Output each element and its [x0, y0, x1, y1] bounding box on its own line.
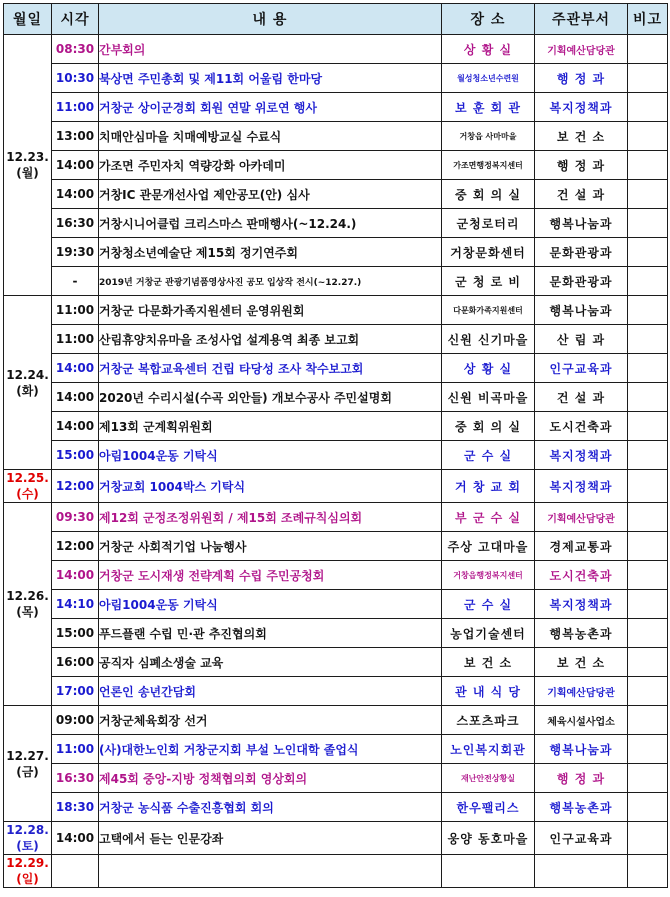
- time-cell: -: [52, 267, 99, 296]
- dept-cell: 행복농촌과: [535, 793, 628, 822]
- time-cell: 15:00: [52, 441, 99, 470]
- table-row: [4, 503, 668, 532]
- time-cell: 13:00: [52, 122, 99, 151]
- content-cell: 거창청소년예술단 제15회 정기연주회: [99, 238, 442, 267]
- dept-cell: 행 정 과: [535, 151, 628, 180]
- dept-cell: 인구교육과: [535, 822, 628, 855]
- place-cell: 부 군 수 실: [442, 503, 535, 532]
- dept-cell: 복지정책과: [535, 93, 628, 122]
- time-cell: 14:00: [52, 151, 99, 180]
- note-cell: [628, 648, 668, 677]
- time-cell: 12:00: [52, 470, 99, 503]
- table-row: [4, 532, 668, 561]
- time-cell: 18:30: [52, 793, 99, 822]
- header-date: 월일: [4, 4, 52, 35]
- dept-cell: 복지정책과: [535, 441, 628, 470]
- place-cell: 웅양 동호마을: [442, 822, 535, 855]
- content-cell: 거창군 사회적기업 나눔행사: [99, 532, 442, 561]
- date-cell: 12.25. (수): [4, 470, 52, 503]
- time-cell: 11:00: [52, 325, 99, 354]
- table-row: [4, 180, 668, 209]
- time-cell: 16:30: [52, 764, 99, 793]
- place-cell: 관 내 식 당: [442, 677, 535, 706]
- time-cell: 14:00: [52, 822, 99, 855]
- note-cell: [628, 209, 668, 238]
- time-cell: 14:00: [52, 561, 99, 590]
- note-cell: [628, 441, 668, 470]
- content-cell: 제13회 군계획위원회: [99, 412, 442, 441]
- note-cell: [628, 706, 668, 735]
- table-row: [4, 296, 668, 325]
- table-row: [4, 383, 668, 412]
- content-cell: 아림1004운동 기탁식: [99, 590, 442, 619]
- dept-cell: 기획예산담당관: [535, 35, 628, 64]
- time-cell: 10:30: [52, 64, 99, 93]
- content-cell: 가조면 주민자치 역량강화 아카데미: [99, 151, 442, 180]
- note-cell: [628, 764, 668, 793]
- table-row: [4, 793, 668, 822]
- time-cell: 15:00: [52, 619, 99, 648]
- place-cell: 중 회 의 실: [442, 412, 535, 441]
- content-cell: 푸드플랜 수립 민·관 추진협의회: [99, 619, 442, 648]
- table-row: [4, 648, 668, 677]
- content-cell: 거창IC 관문개선사업 제안공모(안) 심사: [99, 180, 442, 209]
- dept-cell: 행복나눔과: [535, 296, 628, 325]
- note-cell: [628, 503, 668, 532]
- time-cell: [52, 855, 99, 888]
- content-cell: (사)대한노인회 거창군지회 부설 노인대학 졸업식: [99, 735, 442, 764]
- time-cell: 08:30: [52, 35, 99, 64]
- table-row: [4, 677, 668, 706]
- dept-cell: 기획예산담당관: [535, 677, 628, 706]
- content-cell: 북상면 주민총회 및 제11회 어울림 한마당: [99, 64, 442, 93]
- note-cell: [628, 532, 668, 561]
- place-cell: [442, 855, 535, 888]
- date-cell: 12.26. (목): [4, 503, 52, 706]
- note-cell: [628, 325, 668, 354]
- table-row: [4, 735, 668, 764]
- date-cell: 12.28. (토): [4, 822, 52, 855]
- content-cell: 거창군체육회장 선거: [99, 706, 442, 735]
- place-cell: 농업기술센터: [442, 619, 535, 648]
- content-cell: 2019년 거창군 관광기념품영상사진 공모 입상작 전시(~12.27.): [99, 267, 442, 296]
- content-cell: 고택에서 듣는 인문강좌: [99, 822, 442, 855]
- place-cell: 신원 비곡마을: [442, 383, 535, 412]
- dept-cell: 경제교통과: [535, 532, 628, 561]
- note-cell: [628, 412, 668, 441]
- header-dept: 주관부서: [535, 4, 628, 35]
- note-cell: [628, 151, 668, 180]
- dept-cell: 문화관광과: [535, 238, 628, 267]
- content-cell: [99, 855, 442, 888]
- table-row: [4, 590, 668, 619]
- dept-cell: 복지정책과: [535, 470, 628, 503]
- content-cell: 거창군 복합교육센터 건립 타당성 조사 착수보고회: [99, 354, 442, 383]
- time-cell: 16:00: [52, 648, 99, 677]
- dept-cell: 행복나눔과: [535, 209, 628, 238]
- place-cell: 군 수 실: [442, 441, 535, 470]
- place-cell: 재난안전상황실: [442, 764, 535, 793]
- content-cell: 제12회 군정조정위원회 / 제15회 조례규칙심의회: [99, 503, 442, 532]
- dept-cell: 도시건축과: [535, 561, 628, 590]
- dept-cell: 기획예산담당관: [535, 503, 628, 532]
- content-cell: 아림1004운동 기탁식: [99, 441, 442, 470]
- place-cell: 거창문화센터: [442, 238, 535, 267]
- note-cell: [628, 735, 668, 764]
- dept-cell: 복지정책과: [535, 590, 628, 619]
- time-cell: 17:00: [52, 677, 99, 706]
- weekly-schedule-table: [3, 3, 668, 888]
- note-cell: [628, 267, 668, 296]
- time-cell: 14:00: [52, 180, 99, 209]
- note-cell: [628, 383, 668, 412]
- content-cell: 거창교회 1004박스 기탁식: [99, 470, 442, 503]
- note-cell: [628, 619, 668, 648]
- place-cell: 거창읍행정복지센터: [442, 561, 535, 590]
- time-cell: 14:00: [52, 383, 99, 412]
- time-cell: 11:00: [52, 93, 99, 122]
- time-cell: 09:00: [52, 706, 99, 735]
- note-cell: [628, 180, 668, 209]
- date-cell: 12.24. (화): [4, 296, 52, 470]
- content-cell: 2020년 수리시설(수곡 외안들) 개보수공사 주민설명회: [99, 383, 442, 412]
- content-cell: 거창시니어클럽 크리스마스 판매행사(~12.24.): [99, 209, 442, 238]
- table-row: [4, 822, 668, 855]
- note-cell: [628, 855, 668, 888]
- table-row: [4, 561, 668, 590]
- table-row: [4, 354, 668, 383]
- note-cell: [628, 677, 668, 706]
- table-row: [4, 267, 668, 296]
- time-cell: 09:30: [52, 503, 99, 532]
- dept-cell: 도시건축과: [535, 412, 628, 441]
- table-row: [4, 412, 668, 441]
- dept-cell: 건 설 과: [535, 383, 628, 412]
- header-content: 내 용: [99, 4, 442, 35]
- note-cell: [628, 354, 668, 383]
- place-cell: 상 황 실: [442, 35, 535, 64]
- header-place: 장 소: [442, 4, 535, 35]
- place-cell: 다문화가족지원센터: [442, 296, 535, 325]
- content-cell: 산림휴양치유마을 조성사업 설계용역 최종 보고회: [99, 325, 442, 354]
- table-row: [4, 706, 668, 735]
- table-row: [4, 151, 668, 180]
- dept-cell: 행복나눔과: [535, 735, 628, 764]
- dept-cell: 보 건 소: [535, 122, 628, 151]
- note-cell: [628, 93, 668, 122]
- dept-cell: 행복농촌과: [535, 619, 628, 648]
- time-cell: 14:00: [52, 412, 99, 441]
- table-row: [4, 441, 668, 470]
- table-row: [4, 238, 668, 267]
- note-cell: [628, 470, 668, 503]
- dept-cell: 행 정 과: [535, 64, 628, 93]
- place-cell: 주상 고대마을: [442, 532, 535, 561]
- note-cell: [628, 561, 668, 590]
- table-row: [4, 64, 668, 93]
- place-cell: 노인복지회관: [442, 735, 535, 764]
- content-cell: 제45회 중앙-지방 정책협의회 영상회의: [99, 764, 442, 793]
- place-cell: 군 청 로 비: [442, 267, 535, 296]
- place-cell: 상 황 실: [442, 354, 535, 383]
- note-cell: [628, 238, 668, 267]
- table-row: [4, 325, 668, 354]
- dept-cell: 건 설 과: [535, 180, 628, 209]
- content-cell: 거창군 도시재생 전략계획 수립 주민공청회: [99, 561, 442, 590]
- note-cell: [628, 590, 668, 619]
- place-cell: 거 창 교 회: [442, 470, 535, 503]
- time-cell: 11:00: [52, 735, 99, 764]
- time-cell: 11:00: [52, 296, 99, 325]
- content-cell: 간부회의: [99, 35, 442, 64]
- dept-cell: 체육시설사업소: [535, 706, 628, 735]
- table-row: [4, 855, 668, 888]
- place-cell: 군청로터리: [442, 209, 535, 238]
- note-cell: [628, 35, 668, 64]
- note-cell: [628, 296, 668, 325]
- place-cell: 스포츠파크: [442, 706, 535, 735]
- table-header-row: [4, 4, 668, 35]
- table-row: [4, 209, 668, 238]
- content-cell: 거창군 상이군경회 회원 연말 위로연 행사: [99, 93, 442, 122]
- dept-cell: 산 림 과: [535, 325, 628, 354]
- content-cell: 치매안심마을 치매예방교실 수료식: [99, 122, 442, 151]
- note-cell: [628, 793, 668, 822]
- dept-cell: 인구교육과: [535, 354, 628, 383]
- note-cell: [628, 64, 668, 93]
- content-cell: 언론인 송년간담회: [99, 677, 442, 706]
- table-row: [4, 470, 668, 503]
- header-time: 시각: [52, 4, 99, 35]
- table-row: [4, 122, 668, 151]
- time-cell: 12:00: [52, 532, 99, 561]
- place-cell: 신원 신기마을: [442, 325, 535, 354]
- place-cell: 월성청소년수련원: [442, 64, 535, 93]
- content-cell: 거창군 다문화가족지원센터 운영위원회: [99, 296, 442, 325]
- dept-cell: 행 정 과: [535, 764, 628, 793]
- table-row: [4, 35, 668, 64]
- table-row: [4, 619, 668, 648]
- content-cell: 공직자 심폐소생술 교육: [99, 648, 442, 677]
- date-cell: 12.27. (금): [4, 706, 52, 822]
- place-cell: 거창읍 사마마을: [442, 122, 535, 151]
- place-cell: 중 회 의 실: [442, 180, 535, 209]
- note-cell: [628, 122, 668, 151]
- time-cell: 14:00: [52, 354, 99, 383]
- schedule-sheet: [3, 3, 667, 888]
- time-cell: 16:30: [52, 209, 99, 238]
- place-cell: 보 훈 회 관: [442, 93, 535, 122]
- dept-cell: [535, 855, 628, 888]
- place-cell: 한우팰리스: [442, 793, 535, 822]
- place-cell: 군 수 실: [442, 590, 535, 619]
- dept-cell: 문화관광과: [535, 267, 628, 296]
- date-cell: 12.29. (일): [4, 855, 52, 888]
- dept-cell: 보 건 소: [535, 648, 628, 677]
- table-row: [4, 93, 668, 122]
- date-cell: 12.23. (월): [4, 35, 52, 296]
- place-cell: 보 건 소: [442, 648, 535, 677]
- table-row: [4, 764, 668, 793]
- content-cell: 거창군 농식품 수출진흥협회 회의: [99, 793, 442, 822]
- schedule-body: [4, 35, 668, 888]
- header-note: 비고: [628, 4, 668, 35]
- note-cell: [628, 822, 668, 855]
- time-cell: 19:30: [52, 238, 99, 267]
- place-cell: 가조면행정복지센터: [442, 151, 535, 180]
- time-cell: 14:10: [52, 590, 99, 619]
